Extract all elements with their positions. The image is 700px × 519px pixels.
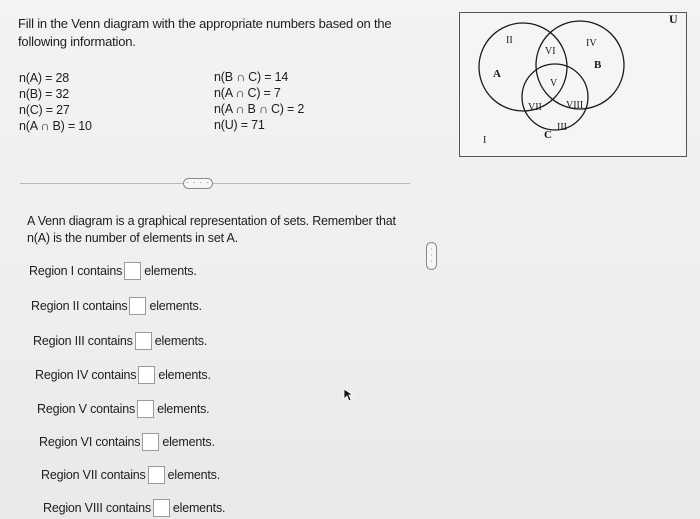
answer-row-region-vi bbox=[39, 433, 215, 451]
question-prompt: Fill in the Venn diagram with the appropriate numbers based on the following information. bbox=[18, 16, 392, 49]
given-info-right bbox=[214, 69, 304, 133]
answer-prefix: Region VI contains bbox=[39, 435, 141, 449]
universe-label: U bbox=[669, 13, 678, 26]
region-viii-input[interactable] bbox=[153, 499, 170, 517]
given-item: n(B) = 32 bbox=[19, 87, 69, 101]
region-i-label: I bbox=[483, 135, 487, 146]
set-b-label: B bbox=[594, 59, 602, 71]
answer-prefix: Region VII contains bbox=[41, 468, 146, 482]
answer-row-region-v bbox=[37, 400, 209, 418]
region-vi-label: VI bbox=[545, 46, 556, 57]
answer-prefix: Region III contains bbox=[33, 334, 133, 348]
answer-row-region-viii bbox=[43, 499, 225, 517]
answer-suffix: elements. bbox=[167, 468, 221, 482]
set-a-circle bbox=[479, 23, 567, 111]
given-item: n(B ∩ C) = 14 bbox=[214, 70, 289, 84]
answer-suffix: elements. bbox=[158, 368, 211, 382]
region-v-label: V bbox=[550, 78, 558, 89]
region-ii-input[interactable] bbox=[129, 297, 146, 315]
section-divider bbox=[20, 183, 410, 184]
given-info-left bbox=[19, 70, 92, 134]
explanation-text: A Venn diagram is a graphical representation of sets. Remember that n(A) is the number of elements in set A. bbox=[27, 214, 396, 245]
mouse-pointer-icon bbox=[343, 388, 355, 402]
given-item: n(A ∩ B ∩ C) = 2 bbox=[214, 102, 305, 116]
region-ii-label: II bbox=[506, 35, 513, 46]
set-a-label: A bbox=[493, 68, 501, 80]
answer-row-region-iii bbox=[33, 332, 207, 350]
region-iv-label: IV bbox=[586, 38, 597, 49]
region-iii-label: III bbox=[557, 122, 567, 133]
answer-suffix: elements. bbox=[157, 402, 210, 416]
region-i-input[interactable] bbox=[124, 262, 141, 280]
given-item: n(A ∩ C) = 7 bbox=[214, 86, 281, 100]
region-iv-input[interactable] bbox=[138, 366, 155, 384]
venn-diagram bbox=[459, 12, 687, 157]
side-panel-toggle[interactable]: · · · bbox=[426, 242, 437, 270]
answer-prefix: Region V contains bbox=[37, 402, 136, 416]
given-item: n(A) = 28 bbox=[19, 71, 69, 85]
answer-suffix: elements. bbox=[162, 435, 215, 449]
answer-row-region-ii bbox=[31, 297, 202, 315]
answer-suffix: elements. bbox=[149, 299, 202, 313]
region-viii-label: VIII bbox=[566, 100, 584, 111]
expand-toggle[interactable]: · · · · bbox=[183, 178, 213, 189]
answer-row-region-iv bbox=[35, 366, 211, 384]
given-item: n(C) = 27 bbox=[19, 103, 70, 117]
answer-row-region-i bbox=[29, 262, 197, 280]
region-v-input[interactable] bbox=[137, 400, 154, 418]
region-vii-input[interactable] bbox=[148, 466, 165, 484]
answer-row-region-vii bbox=[41, 466, 220, 484]
answer-prefix: Region IV contains bbox=[35, 368, 137, 382]
set-c-label: C bbox=[544, 129, 552, 141]
region-vii-label: VII bbox=[528, 102, 542, 113]
given-item: n(U) = 71 bbox=[214, 118, 265, 132]
answer-prefix: Region I contains bbox=[29, 264, 123, 278]
given-item: n(A ∩ B) = 10 bbox=[19, 119, 92, 133]
answer-suffix: elements. bbox=[144, 264, 197, 278]
region-iii-input[interactable] bbox=[135, 332, 152, 350]
region-vi-input[interactable] bbox=[142, 433, 159, 451]
answer-prefix: Region II contains bbox=[31, 299, 128, 313]
answer-suffix: elements. bbox=[154, 334, 208, 348]
answer-suffix: elements. bbox=[172, 501, 226, 515]
venn-diagram-svg bbox=[460, 13, 688, 158]
answer-prefix: Region VIII contains bbox=[43, 501, 151, 515]
